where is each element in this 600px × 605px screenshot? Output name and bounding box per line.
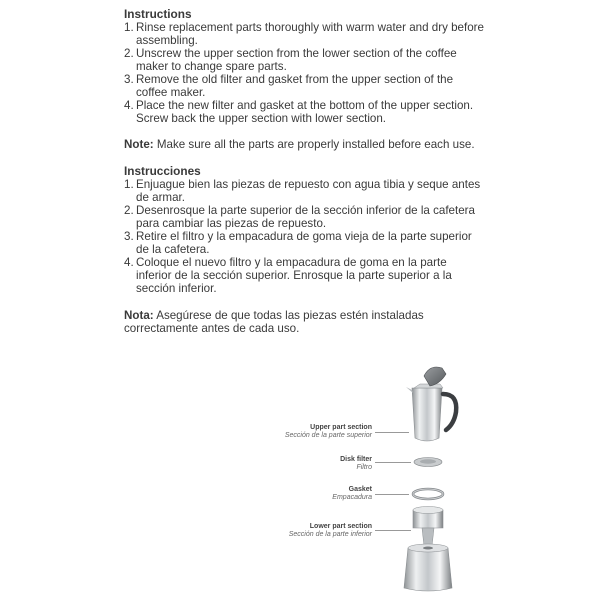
step-number: 1. bbox=[124, 21, 134, 34]
upper-section-illustration bbox=[406, 367, 456, 441]
instruction-step bbox=[124, 256, 484, 295]
step-number: 3. bbox=[124, 73, 134, 86]
instruction-step bbox=[124, 99, 484, 125]
note-label: Nota: bbox=[124, 309, 154, 322]
note-label: Note: bbox=[124, 138, 154, 151]
instruction-step bbox=[124, 178, 484, 204]
step-number: 2. bbox=[124, 204, 134, 217]
coffee-maker-illustration bbox=[280, 360, 480, 600]
instruction-step bbox=[124, 21, 484, 47]
instrucciones-list bbox=[124, 178, 484, 295]
instruction-step bbox=[124, 47, 484, 73]
step-text: Desenrosque la parte superior de la sección inferior de la cafetera para cambiar las piezas de repuesto. bbox=[136, 204, 475, 230]
note-text: Make sure all the parts are properly installed before each use. bbox=[153, 138, 475, 151]
step-number: 4. bbox=[124, 99, 134, 112]
step-number: 3. bbox=[124, 230, 134, 243]
instructions-document bbox=[124, 8, 484, 335]
exploded-parts-diagram bbox=[280, 360, 480, 600]
step-text: Coloque el nuevo filtro y la empacadura de goma en la parte inferior de la sección superior. Enrosque la parte superior a la sección inferior. bbox=[136, 256, 452, 295]
lower-part-leader bbox=[375, 530, 411, 531]
step-number: 2. bbox=[124, 47, 134, 60]
instruction-step bbox=[124, 204, 484, 230]
step-number: 1. bbox=[124, 178, 134, 191]
step-text: Unscrew the upper section from the lower section of the coffee maker to change spare parts. bbox=[136, 47, 457, 73]
instruction-step bbox=[124, 230, 484, 256]
instrucciones-heading: Instrucciones bbox=[124, 164, 201, 178]
disk-filter-leader bbox=[375, 462, 411, 463]
step-text: Rinse replacement parts thoroughly with warm water and dry before assembling. bbox=[136, 21, 484, 47]
step-number: 4. bbox=[124, 256, 134, 269]
upper-part-label: Upper part section Sección de la parte superior bbox=[284, 424, 372, 439]
step-text: Place the new filter and gasket at the bottom of the upper section. Screw back the upper section with lower section. bbox=[136, 99, 474, 125]
nota bbox=[124, 309, 484, 335]
lower-part-label: Lower part section Sección de la parte inferior bbox=[288, 523, 372, 538]
instructions-heading: Instructions bbox=[124, 7, 192, 21]
gasket-leader bbox=[375, 494, 409, 495]
gasket-label: Gasket Empacadura bbox=[332, 486, 372, 501]
instructions-list bbox=[124, 21, 484, 125]
step-text: Retire el filtro y la empacadura de goma vieja de la parte superior de la cafetera. bbox=[136, 230, 472, 256]
instruction-step bbox=[124, 73, 484, 99]
note bbox=[124, 138, 484, 151]
upper-part-leader bbox=[375, 432, 409, 433]
step-text: Enjuague bien las piezas de repuesto con agua tibia y seque antes de armar. bbox=[136, 178, 481, 204]
step-text: Remove the old filter and gasket from the upper section of the coffee maker. bbox=[136, 73, 454, 99]
disk-filter-illustration bbox=[414, 458, 442, 467]
note-text: Asegúrese de que todas las piezas estén instaladas correctamente antes de cada uso. bbox=[124, 309, 424, 335]
disk-filter-label: Disk filter Filtro bbox=[340, 456, 372, 471]
gasket-illustration bbox=[413, 489, 443, 499]
lower-section-illustration bbox=[404, 507, 452, 592]
